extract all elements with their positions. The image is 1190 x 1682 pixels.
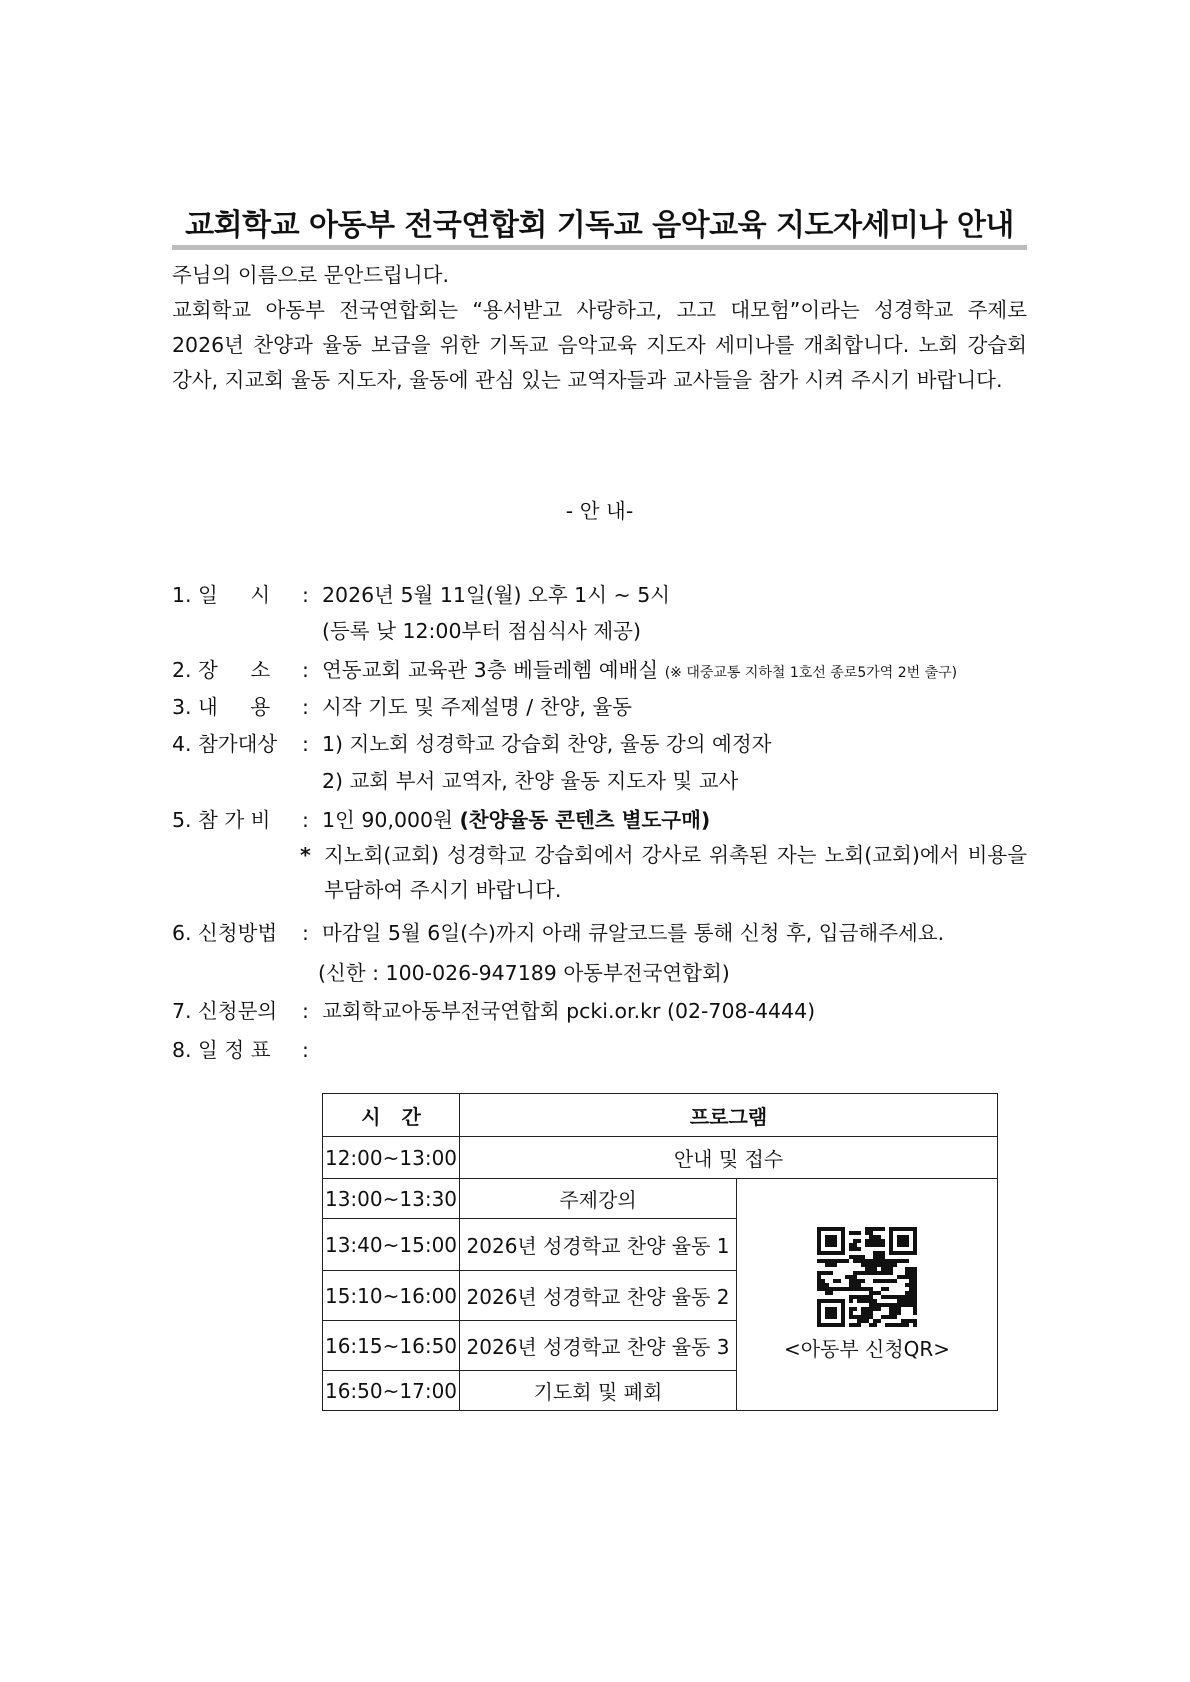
apply-value: 마감일 5월 6일(수)까지 아래 큐알코드를 통해 신청 후, 입금해주세요. xyxy=(322,921,945,945)
table-row: 12:00~13:00 안내 및 접수 xyxy=(323,1137,998,1179)
date-sub: (등록 낮 12:00부터 점심식사 제공) xyxy=(322,619,641,643)
intro-text xyxy=(172,258,1027,398)
place-value: 연동교회 교육관 3층 베들레헴 예배실 xyxy=(322,658,659,682)
section-heading: - 안 내- xyxy=(565,499,634,523)
document-title: 교회학교 아동부 전국연합회 기독교 음악교육 지도자세미나 안내 xyxy=(185,208,1014,243)
item-target: 4. 참가대상 : 1) 지노회 성경학교 강습회 찬양, 율동 강의 예정자 xyxy=(172,732,772,756)
greeting: 주님의 이름으로 문안드립니다. xyxy=(172,263,449,287)
schedule-table xyxy=(322,1093,998,1411)
bank-account: (신한 : 100-026-947189 아동부전국연합회) xyxy=(318,961,730,985)
item-fee: 5. 참 가 비 : 1인 90,000원 (찬양율동 콘텐츠 별도구매) xyxy=(172,808,711,832)
qr-cell xyxy=(737,1179,998,1411)
inquiry-value: 교회학교아동부전국연합회 pcki.or.kr (02-708-4444) xyxy=(322,999,816,1023)
intro-paragraph: 교회학교 아동부 전국연합회는 “용서받고 사랑하고, 고고 대모험”이라는 성경학교 주제로 2026년 찬양과 율동 보급을 위한 기독교 음악교육 지도자 세미나를 개최합니다. 노회 강습회 강사, 지교회 율동 지도자, 율동에 관심 있는 교역자들과 교사들을 참가 시켜 주시기 바랍니다. xyxy=(172,298,1027,392)
item-content: 3. 내 용 : 시작 기도 및 주제설명 / 찬양, 율동 xyxy=(172,695,632,719)
table-header-row xyxy=(323,1094,998,1137)
qr-code-icon[interactable] xyxy=(817,1227,917,1327)
content-value: 시작 기도 및 주제설명 / 찬양, 율동 xyxy=(322,695,632,719)
fee-note: * 지노회(교회) 성경학교 강습회에서 강사로 위촉된 자는 노회(교회)에서 비용을 부담하여 주시기 바랍니다. xyxy=(300,843,1027,902)
fee-value: 1인 90,000원 xyxy=(322,808,453,832)
item-schedule: 8. 일 정 표 : xyxy=(172,1038,309,1062)
header-time: 시 간 xyxy=(323,1094,460,1137)
qr-caption: <아동부 신청QR> xyxy=(783,1337,951,1361)
table-row: 13:40~15:00 2026년 성경학교 찬양 율동 1 xyxy=(323,1219,998,1271)
item-date: 1. 일 시 : 2026년 5월 11일(월) 오후 1시 ~ 5시 xyxy=(172,583,671,607)
target-sub: 2) 교회 부서 교역자, 찬양 율동 지도자 및 교사 xyxy=(322,769,739,793)
table-row: 13:00~13:30 주제강의 <아동부 신청QR> xyxy=(323,1179,998,1219)
item-apply: 6. 신청방법 : 마감일 5월 6일(수)까지 아래 큐알코드를 통해 신청 후, 입금해주세요. xyxy=(172,921,945,945)
place-note: (※ 대중교통 지하철 1호선 종로5가역 2번 출구) xyxy=(664,665,958,681)
table-row: 15:10~16:00 2026년 성경학교 찬양 율동 2 xyxy=(323,1271,998,1321)
item-place: 2. 장 소 : 연동교회 교육관 3층 베들레헴 예배실 (※ 대중교통 지하철 1호선 종로5가역 2번 출구) xyxy=(172,658,958,682)
table-row: 16:15~16:50 2026년 성경학교 찬양 율동 3 xyxy=(323,1321,998,1371)
title-underline xyxy=(172,245,1027,250)
table-row: 16:50~17:00 기도회 및 폐회 xyxy=(323,1371,998,1411)
fee-extra: (찬양율동 콘텐츠 별도구매) xyxy=(459,808,711,832)
target-value: 1) 지노회 성경학교 강습회 찬양, 율동 강의 예정자 xyxy=(322,732,772,756)
header-program: 프로그램 xyxy=(460,1094,998,1137)
item-inquiry: 7. 신청문의 : 교회학교아동부전국연합회 pcki.or.kr (02-708-4444) xyxy=(172,999,816,1023)
date-value: 2026년 5월 11일(월) 오후 1시 ~ 5시 xyxy=(322,583,671,607)
